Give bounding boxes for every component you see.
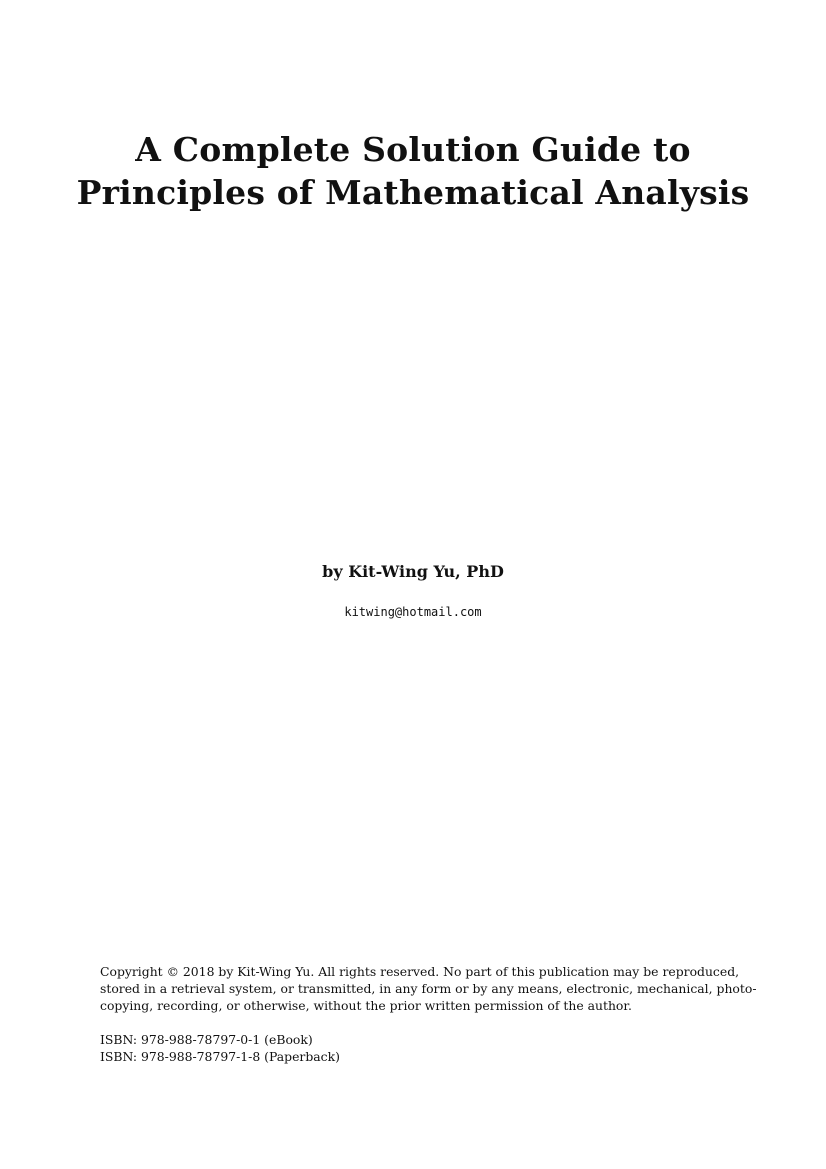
book-title-line-1: A Complete Solution Guide to bbox=[135, 130, 691, 169]
book-title-line-2: Principles of Mathematical Analysis bbox=[76, 173, 750, 212]
book-title bbox=[0, 128, 826, 214]
copyright-notice bbox=[100, 963, 757, 1014]
author-email: kitwing@hotmail.com bbox=[344, 605, 482, 619]
isbn-ebook: ISBN: 978-988-78797-0-1 (eBook) bbox=[100, 1032, 313, 1047]
author-byline: by Kit-Wing Yu, PhD bbox=[322, 562, 504, 581]
copyright-line-2: stored in a retrieval system, or transmitted, in any form or by any means, electronic, mechanical, photo- bbox=[100, 981, 757, 996]
copyright-line-1: Copyright © 2018 by Kit-Wing Yu. All rights reserved. No part of this publication may be reproduced, bbox=[100, 964, 740, 979]
isbn-block bbox=[100, 1031, 730, 1065]
copyright-line-3: copying, recording, or otherwise, without the prior written permission of the author. bbox=[100, 998, 632, 1013]
isbn-paperback: ISBN: 978-988-78797-1-8 (Paperback) bbox=[100, 1049, 340, 1064]
